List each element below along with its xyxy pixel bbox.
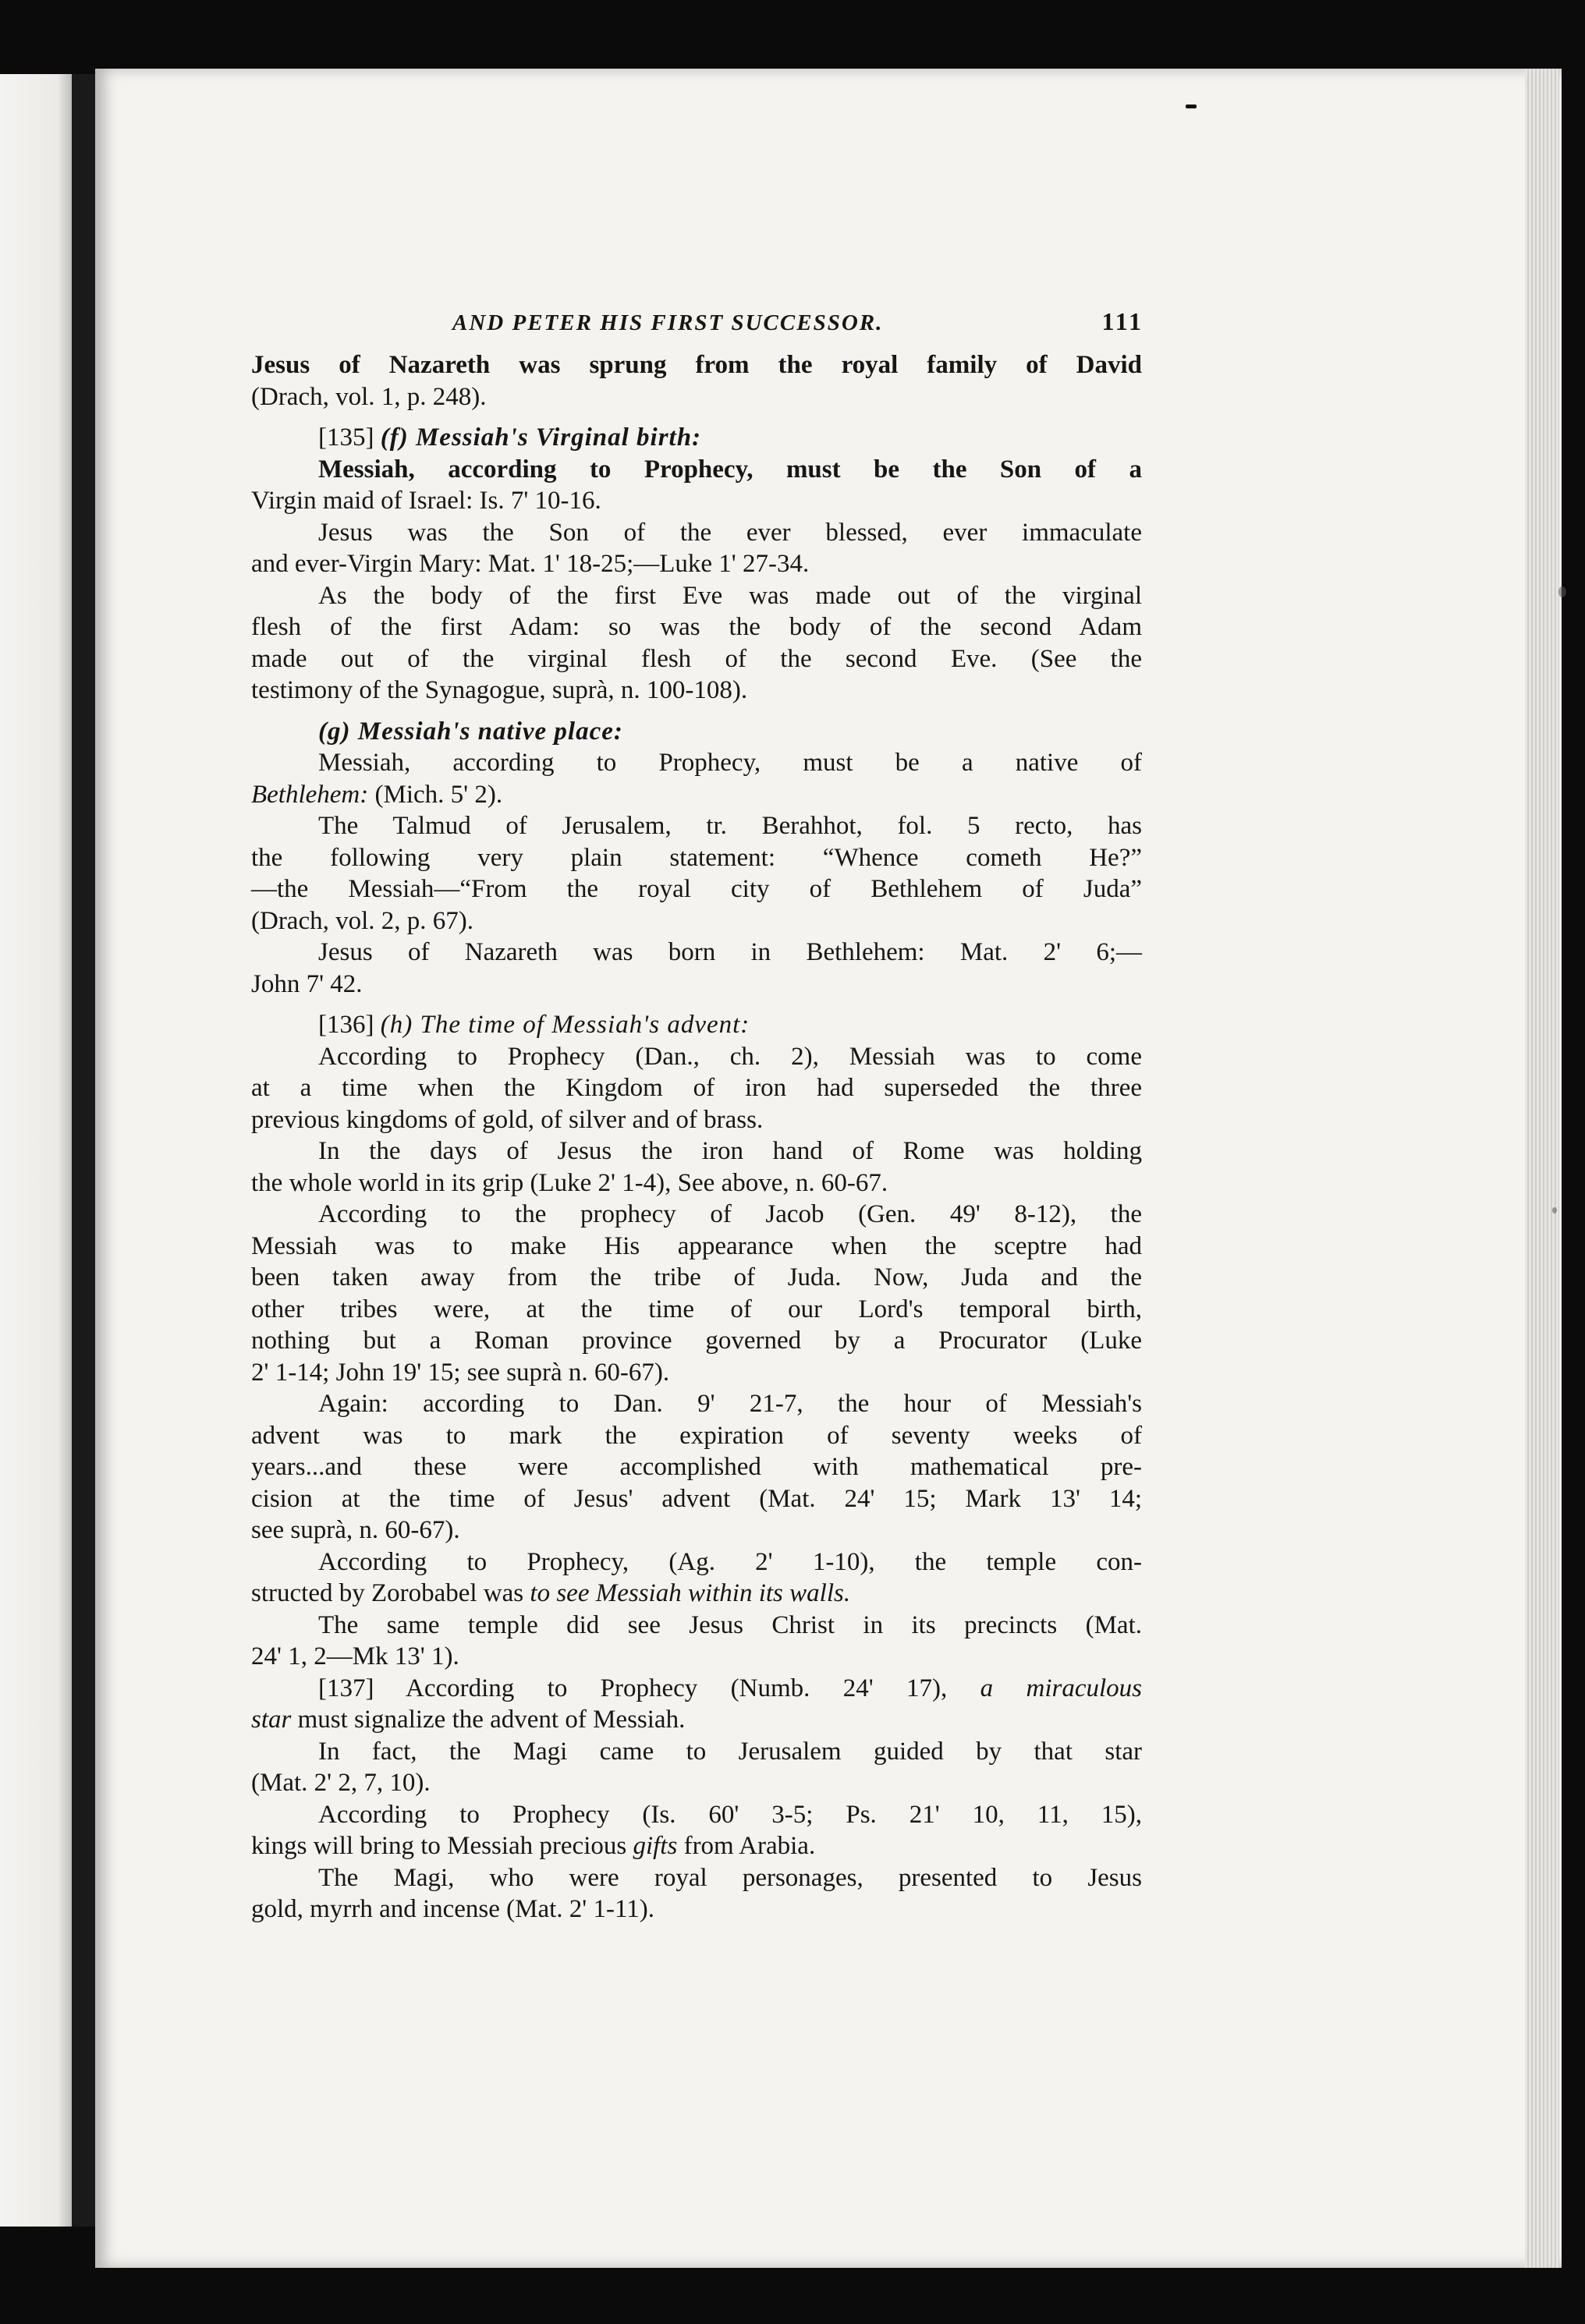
text-line: the whole world in its grip (Luke 2' 1-4), See above, n. 60-67.	[251, 1168, 888, 1197]
text-line: —the Messiah—“From the royal city of Bethlehem of Juda”	[251, 875, 1142, 903]
text-line: As the body of the first Eve was made out of the virginal	[318, 581, 1142, 610]
text-line: The Talmud of Jerusalem, tr. Berahhot, fol. 5 recto, has	[318, 812, 1142, 840]
text-line: gold, myrrh and incense (Mat. 2' 1-11).	[251, 1895, 655, 1923]
text-line: been taken away from the tribe of Juda. Now, Juda and the	[251, 1263, 1142, 1291]
text-line: According to the prophecy of Jacob (Gen. 49' 8-12), the	[318, 1200, 1142, 1228]
text-line: 2' 1-14; John 19' 15; see suprà n. 60-67).	[251, 1358, 670, 1387]
text-line	[251, 1704, 1142, 1736]
text-line: According to Prophecy (Dan., ch. 2), Messiah was to come	[318, 1042, 1142, 1071]
text-span: [137] According to Prophecy (Numb. 24' 17),	[318, 1674, 980, 1702]
text-line: Again: according to Dan. 9' 21-7, the hour of Messiah's	[318, 1390, 1142, 1418]
italic-text: a miraculous	[980, 1674, 1143, 1702]
text-line: In the days of Jesus the iron hand of Rome was holding	[318, 1137, 1142, 1165]
text-line: cision at the time of Jesus' advent (Mat. 24' 15; Mark 13' 14;	[251, 1484, 1142, 1513]
section-label: (h) The time of Messiah's advent:	[380, 1011, 750, 1039]
text-span: from Arabia.	[677, 1832, 816, 1860]
page-number: 111	[1101, 307, 1144, 335]
ink-mark	[1186, 105, 1197, 108]
italic-text: Bethlehem:	[251, 780, 369, 809]
text-span: structed by Zorobabel was	[251, 1579, 530, 1607]
text-line: John 7' 42.	[251, 969, 363, 998]
page-header	[251, 296, 1142, 343]
section-heading-136	[251, 1009, 1142, 1041]
text-line: According to Prophecy, (Ag. 2' 1-10), the temple con-	[318, 1547, 1142, 1576]
section-heading-g	[251, 716, 1142, 748]
text-span: (Mich. 5' 2).	[368, 780, 503, 809]
text-line: Jesus was the Son of the ever blessed, ever immaculate	[318, 518, 1142, 547]
text-span: must signalize the advent of Messiah.	[291, 1706, 686, 1734]
text-span: kings will bring to Messiah precious	[251, 1832, 633, 1860]
text-line: other tribes were, at the time of our Lord's temporal birth,	[251, 1295, 1142, 1323]
text-line: (Drach, vol. 1, p. 248).	[251, 382, 487, 411]
text-line: (Drach, vol. 2, p. 67).	[251, 906, 474, 935]
text-line: Messiah was to make His appearance when the sceptre had	[251, 1231, 1142, 1260]
text-line: the following very plain statement: “Whence cometh He?”	[251, 843, 1142, 872]
text-line: Messiah, according to Prophecy, must be a native of	[318, 749, 1142, 777]
italic-text: gifts	[633, 1832, 678, 1860]
text-line: 24' 1, 2—Mk 13' 1).	[251, 1642, 459, 1670]
text-line: The same temple did see Jesus Christ in its precincts (Mat.	[318, 1610, 1142, 1639]
text-line: testimony of the Synagogue, suprà, n. 100-108).	[251, 676, 748, 704]
section-label: (f) Messiah's Virginal birth:	[380, 423, 702, 452]
text-line	[251, 1578, 1142, 1610]
page-text	[251, 296, 1142, 1925]
italic-text: to see Messiah within its walls.	[530, 1579, 851, 1607]
text-line: In fact, the Magi came to Jerusalem guided by that star	[318, 1737, 1142, 1766]
paragraph-number: [136]	[318, 1011, 374, 1039]
text-line: made out of the virginal flesh of the second Eve. (See the	[251, 644, 1142, 673]
scan-speck	[1552, 1207, 1557, 1213]
text-line: Jesus of Nazareth was born in Bethlehem: Mat. 2' 6;—	[318, 938, 1142, 966]
text-line	[251, 1673, 1142, 1705]
text-line: flesh of the first Adam: so was the body of the second Adam	[251, 613, 1142, 641]
page-stack-edge	[1525, 69, 1559, 2268]
text-line: Virgin maid of Israel: Is. 7' 10-16.	[251, 487, 601, 515]
section-label: (g) Messiah's native place:	[318, 717, 623, 746]
text-line: nothing but a Roman province governed by a Procurator (Luke	[251, 1327, 1142, 1355]
italic-text: star	[251, 1706, 292, 1734]
text-line: The Magi, who were royal personages, presented to Jesus	[318, 1863, 1142, 1892]
running-head: AND PETER HIS FIRST SUCCESSOR.	[452, 310, 884, 335]
adjacent-page-edge	[0, 74, 72, 2227]
text-line: Jesus of Nazareth was sprung from the royal family of David	[251, 351, 1142, 379]
paragraph-number: [135]	[318, 423, 374, 452]
text-line: see suprà, n. 60-67).	[251, 1516, 460, 1544]
text-line: (Mat. 2' 2, 7, 10).	[251, 1769, 431, 1797]
text-line: years...and these were accomplished with mathematical pre-	[251, 1453, 1142, 1481]
text-line: advent was to mark the expiration of seventy weeks of	[251, 1421, 1142, 1450]
text-line: According to Prophecy (Is. 60' 3-5; Ps. 21' 10, 11, 15),	[318, 1800, 1142, 1829]
scan-speck	[1558, 586, 1566, 597]
text-line	[251, 1830, 1142, 1862]
text-line: at a time when the Kingdom of iron had superseded the three	[251, 1074, 1142, 1102]
text-line: Messiah, according to Prophecy, must be the Son of a	[318, 455, 1142, 484]
text-line: and ever-Virgin Mary: Mat. 1' 18-25;—Luke 1' 27-34.	[251, 550, 810, 578]
book-gutter	[72, 74, 95, 2227]
text-line	[251, 779, 1142, 811]
section-heading-135	[251, 422, 1142, 454]
text-line: previous kingdoms of gold, of silver and of brass.	[251, 1105, 764, 1134]
